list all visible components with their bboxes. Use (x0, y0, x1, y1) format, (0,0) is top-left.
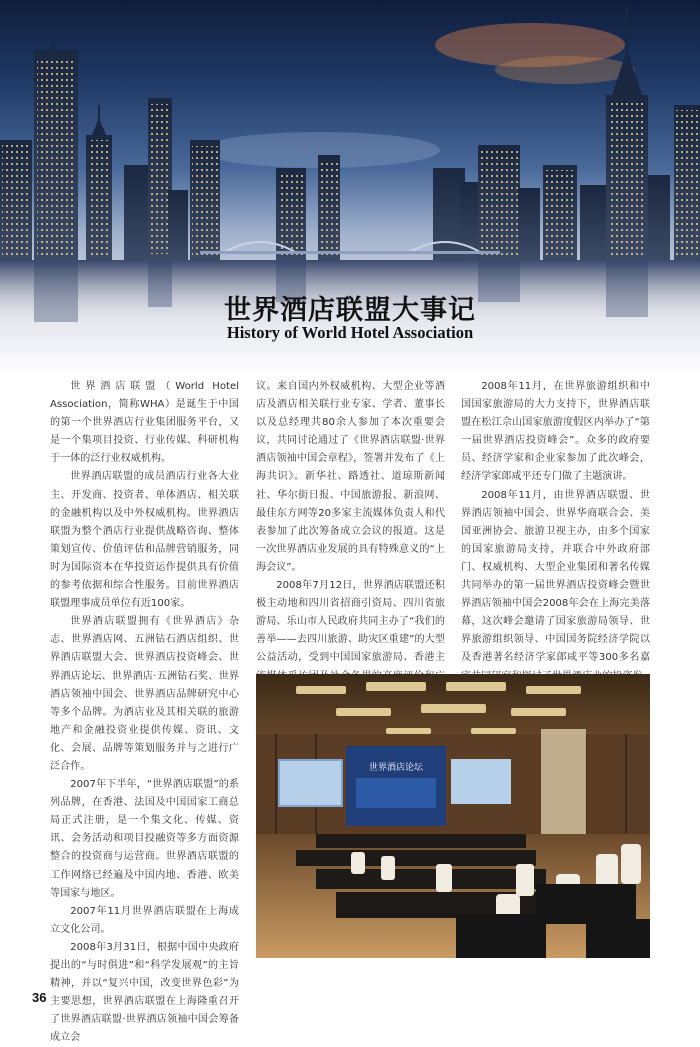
text-column-2 (256, 378, 445, 704)
header-banner (0, 0, 700, 375)
page-number: 36 (32, 990, 47, 1005)
text-column-1 (50, 378, 239, 1047)
paragraph: 2008年3月31日，根据中国中央政府提出的“与时俱进”和“科学发展观”的主旨精神，并以“复兴中国，改变世界色彩”为主要思想，世界酒店联盟在上海隆重召开了世界酒店联盟·世界酒店领袖中国会筹备成立会 (50, 941, 239, 1044)
text-column-3 (461, 378, 650, 686)
conference-hall-illustration (256, 674, 650, 958)
paragraph: 世界酒店联盟（World Hotel Association，简称WHA）是诞生于中国的第一个世界酒店行业集团服务平台，又是一个集项目投资、行业传媒、科研机构于一体的泛行业权威机构。 (50, 381, 239, 465)
paragraph: 世界酒店联盟的成员酒店行业各大业主、开发商、投资者、单体酒店、相关联的金融机构以及中外权威机构。世界酒店联盟为整个酒店行业提供战略咨询、整体策划宣传、价值评估和品牌营销服务，同时为国际资本在华投资运作提供具有价值的参考依据和综合性服务。目前世界酒店联盟理事成员单位有近100家。 (50, 471, 239, 610)
paragraph: 2008年11月，在世界旅游组织和中国国家旅游局的大力支持下，世界酒店联盟在松江佘山国家旅游度假区内举办了“第一届世界酒店投资峰会”。众多的政府要员、经济学家和企业家参加了此次峰会，经济学家郎咸平还专门做了主题演讲。 (461, 381, 650, 483)
paragraph: 世界酒店联盟拥有《世界酒店》杂志、世界酒店网、五洲钻石酒店组织、世界酒店联盟大会、世界酒店投资峰会、世界酒店论坛、世界酒店·五洲钻石奖、世界酒店领袖中国会、世界酒店品牌研究中心等多个品牌。为酒店业及其相关联的旅游地产和金融投资业提供传媒、资讯、文化、会展、品牌等策划服务并与之进行广泛合作。 (50, 616, 239, 772)
paragraph: 议。来自国内外权威机构、大型企业等酒店及酒店相关联行业专家、学者、董事长以及总经理共80余人参加了本次重要会议，共同讨论通过了《世界酒店联盟·世界酒店领袖中国会章程》，签署并发布了《上海共识》。新华社、路透社、道琼斯新闻社、华尔街日报、中国旅游报、新浪网、最佳东方网等20多家主流媒体负责人和代表参加了此次筹备成立会议的报道。这是一次世界酒店业发展的具有特殊意义的“上海会议”。 (256, 381, 445, 573)
page-subtitle: History of World Hotel Association (226, 323, 474, 342)
paragraph: 2008年7月12日，世界酒店联盟还积极主动地和四川省招商引资局、四川省旅游局、乐山市人民政府共同主办了“我们的善举——去四川旅游、助灾区重建”的大型公益活动，受到中国国家旅游局、香港主 (256, 580, 445, 664)
conference-photo (256, 674, 650, 958)
stage-screen-text: 世界酒店论坛 (368, 763, 424, 773)
paragraph: 2008年11月，由世界酒店联盟、世界酒店领袖中国会、世界华商联合会、美国亚洲协会、旅游卫视主办，由多个国家的国家旅游局支持，并联合中外政府部门、权威机构、大型企业集团和著名传媒共同举办的第一届世界酒店投资峰会暨世界酒店领袖中国会2008年会在上海完美落幕，这次峰会邀请了国家旅游局领导、世界旅游组织领导、中国国务院经济学院以及香港著名经济学家郎咸平等300多名嘉 (461, 489, 650, 664)
page-title: 世界酒店联盟大事记 (224, 295, 476, 326)
paragraph: 2007年下半年，“世界酒店联盟”的系列品牌，在香港、法国及中国国家工商总局正式注册，是一个集文化、传媒、资讯、会务活动和项目投融资等多方面资源整合的投资商与运营商。世界酒店联盟的工作网络已经遍及中国内地、香港、欧美等国家与地区。 (50, 779, 239, 899)
paragraph: 2007年11月世界酒店联盟在上海成立文化公司。 (50, 905, 239, 935)
